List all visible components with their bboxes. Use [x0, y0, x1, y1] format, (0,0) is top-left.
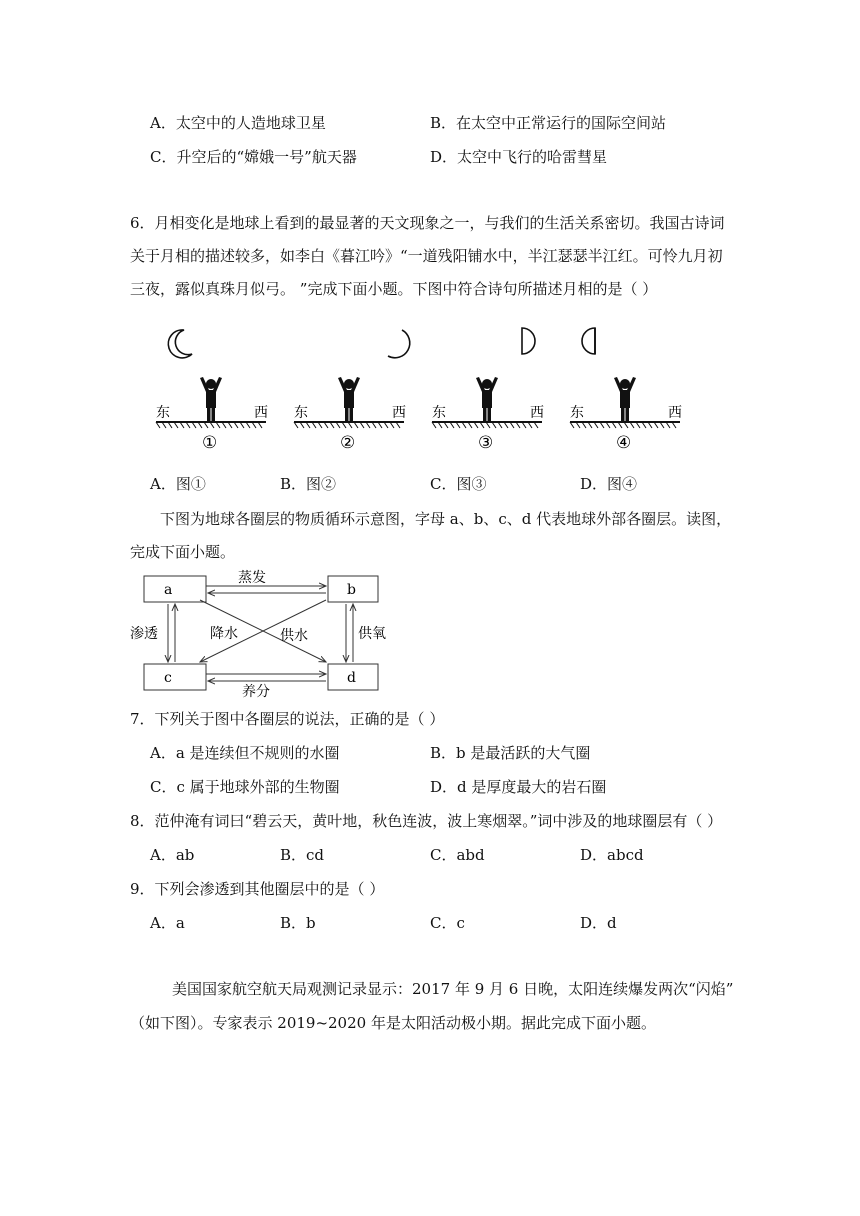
- figure-label-2: ②: [340, 433, 356, 453]
- observer-2: [294, 377, 404, 428]
- observer-4: [570, 377, 680, 428]
- figure-label-3: ③: [478, 433, 494, 453]
- moon-icon-1: [168, 330, 192, 358]
- label-infiltration: 渗透: [130, 626, 158, 642]
- q9-option-c: C．c: [430, 914, 465, 932]
- q9-option-a: A．a: [150, 914, 185, 932]
- q6-option-a: A．图①: [150, 475, 206, 493]
- q8-option-b: B．cd: [280, 846, 325, 864]
- sphere-cycle-diagram: [130, 568, 390, 698]
- intro2-line2: 完成下面小题。: [130, 543, 236, 561]
- q8-option-d: D．abcd: [580, 846, 644, 864]
- intro2-line1: 下图为地球各圈层的物质循环示意图，字母 a、b、c、d 代表地球外部各圈层。读图，: [160, 510, 732, 528]
- east-label-1: 东: [156, 405, 170, 421]
- label-oxygen-supply: 供氧: [358, 626, 386, 642]
- q8-stem: 8．范仲淹有词曰“碧云天，黄叶地，秋色连波，波上寒烟翠。”词中涉及的地球圈层有（ ）: [130, 812, 723, 830]
- west-label-1: 西: [254, 405, 268, 421]
- q5-option-c: C．升空后的“嫦娥一号”航天器: [150, 148, 357, 166]
- q9-option-d: D．d: [580, 914, 617, 932]
- q8-option-c: C．abd: [430, 846, 485, 864]
- figure-label-4: ④: [616, 433, 632, 453]
- east-label-2: 东: [294, 405, 308, 421]
- q9-stem: 9．下列会渗透到其他圈层中的是（ ）: [130, 880, 385, 898]
- west-label-3: 西: [530, 405, 544, 421]
- label-evaporation: 蒸发: [238, 570, 266, 586]
- observer-1: [156, 377, 266, 428]
- q6-option-d: D．图④: [580, 475, 638, 493]
- q5-option-b: B．在太空中正常运行的国际空间站: [430, 114, 667, 132]
- west-label-2: 西: [392, 405, 406, 421]
- q7-option-b: B．b 是最活跃的大气圈: [430, 744, 591, 762]
- q7-option-a: A．a 是连续但不规则的水圈: [150, 744, 340, 762]
- east-label-4: 东: [570, 405, 584, 421]
- q6-stem-line3: 三夜，露似真珠月似弓。 ”完成下面小题。下图中符合诗句所描述月相的是（ ）: [130, 280, 658, 298]
- q8-option-a: A．ab: [150, 846, 195, 864]
- q6-stem-line1: 6．月相变化是地球上看到的最显著的天文现象之一，与我们的生活关系密切。我国古诗词: [130, 214, 725, 232]
- intro3-line2: （如下图）。专家表示 2019~2020 年是太阳活动极小期。据此完成下面小题。: [130, 1014, 656, 1032]
- figure-label-1: ①: [202, 433, 218, 453]
- moon-icon-4: [582, 328, 595, 354]
- q7-stem: 7．下列关于图中各圈层的说法，正确的是（ ）: [130, 710, 445, 728]
- west-label-4: 西: [668, 405, 682, 421]
- moon-icon-2: [388, 330, 410, 358]
- q6-option-b: B．图②: [280, 475, 337, 493]
- q6-stem-line2: 关于月相的描述较多，如李白《暮江吟》“一道残阳铺水中，半江瑟瑟半江红。可怜九月初: [130, 247, 723, 265]
- box-b-label: b: [347, 582, 356, 598]
- q5-option-d: D．太空中飞行的哈雷彗星: [430, 148, 608, 166]
- east-label-3: 东: [432, 405, 446, 421]
- q7-option-c: C．c 属于地球外部的生物圈: [150, 778, 340, 796]
- intro3-line1: 美国国家航空航天局观测记录显示：2017 年 9 月 6 日晚，太阳连续爆发两次“闪焰”: [172, 980, 734, 998]
- q6-option-c: C．图③: [430, 475, 487, 493]
- box-a-label: a: [164, 582, 173, 598]
- label-precipitation: 降水: [210, 626, 238, 642]
- box-a: [144, 576, 206, 602]
- q5-option-a: A．太空中的人造地球卫星: [150, 114, 326, 132]
- q9-option-b: B．b: [280, 914, 316, 932]
- box-d-label: d: [347, 670, 356, 686]
- label-nutrients: 养分: [242, 684, 270, 698]
- box-c: [144, 664, 206, 690]
- moon-icon-3: [522, 328, 535, 354]
- q7-option-d: D．d 是厚度最大的岩石圈: [430, 778, 607, 796]
- moon-phase-figure: [140, 318, 720, 458]
- box-c-label: c: [164, 670, 172, 686]
- observer-3: [432, 377, 542, 428]
- label-water-supply: 供水: [280, 628, 308, 644]
